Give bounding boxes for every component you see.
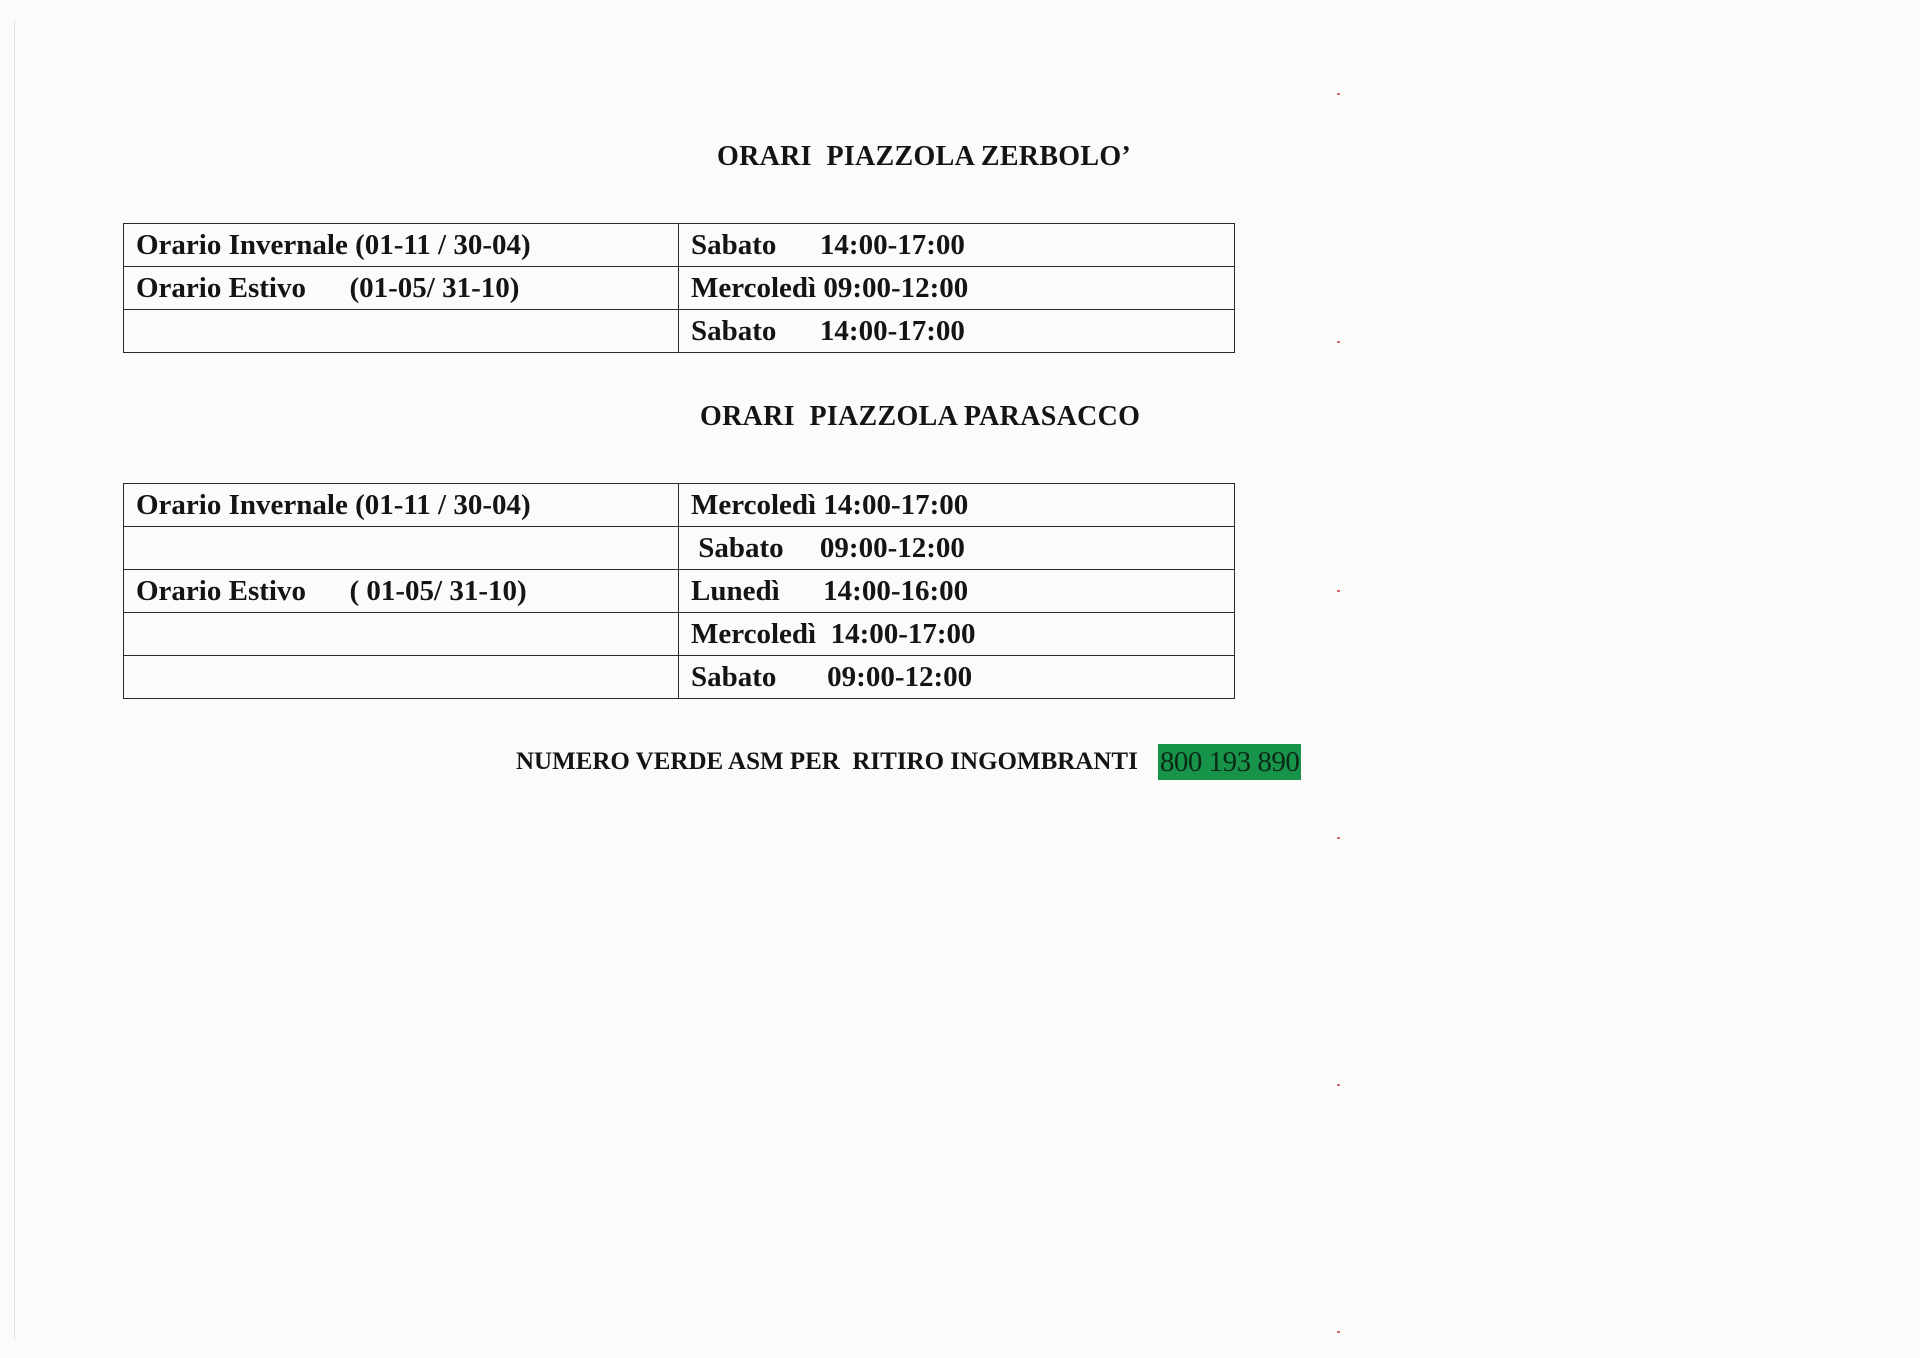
schedule-cell: Sabato 14:00-17:00 (679, 310, 1235, 353)
table-row (124, 310, 1235, 353)
schedule-cell: Mercoledì 14:00-17:00 (679, 484, 1235, 527)
section-title-parasacco: ORARI PIAZZOLA PARASACCO (700, 401, 1141, 432)
toll-free-number-line (516, 744, 1301, 780)
period-cell (124, 310, 679, 353)
schedule-cell: Mercoledì 09:00-12:00 (679, 267, 1235, 310)
schedule-cell: Sabato 09:00-12:00 (679, 656, 1235, 699)
period-cell: Orario Invernale (01-11 / 30-04) (124, 484, 679, 527)
schedule-cell: Mercoledì 14:00-17:00 (679, 613, 1235, 656)
period-cell (124, 656, 679, 699)
scan-speck (1337, 590, 1340, 592)
table-row (124, 527, 1235, 570)
scan-speck (1337, 1084, 1340, 1086)
section-title-zerbolo: ORARI PIAZZOLA ZERBOLO’ (717, 141, 1132, 172)
period-cell: Orario Invernale (01-11 / 30-04) (124, 224, 679, 267)
scan-speck (1337, 837, 1340, 839)
period-cell (124, 527, 679, 570)
schedule-table-parasacco (123, 483, 1235, 699)
toll-free-label: NUMERO VERDE ASM PER RITIRO INGOMBRANTI (516, 748, 1138, 775)
table-row (124, 267, 1235, 310)
table-row (124, 570, 1235, 613)
table-row (124, 656, 1235, 699)
table-row (124, 224, 1235, 267)
scan-speck (1337, 1331, 1340, 1333)
period-cell (124, 613, 679, 656)
scan-speck (1337, 341, 1340, 343)
toll-free-phone-number: 800 193 890 (1159, 746, 1300, 778)
schedule-cell: Lunedì 14:00-16:00 (679, 570, 1235, 613)
period-cell: Orario Estivo (01-05/ 31-10) (124, 267, 679, 310)
table-row (124, 484, 1235, 527)
scan-speck (1337, 93, 1340, 95)
schedule-cell: Sabato 09:00-12:00 (679, 527, 1235, 570)
scan-edge (14, 20, 15, 1340)
table-row (124, 613, 1235, 656)
period-cell: Orario Estivo ( 01-05/ 31-10) (124, 570, 679, 613)
schedule-table-zerbolo (123, 223, 1235, 353)
schedule-cell: Sabato 14:00-17:00 (679, 224, 1235, 267)
